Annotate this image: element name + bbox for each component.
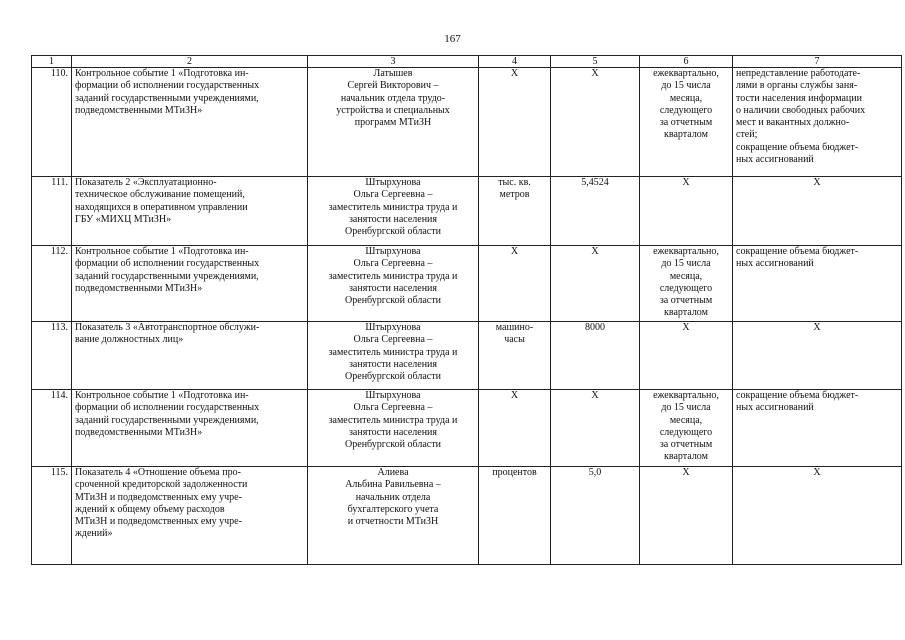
table-row xyxy=(32,68,902,177)
row-number: 115. xyxy=(32,467,72,565)
responsible-person: Латышев Сергей Викторович – начальник отдела трудо- устройства и специальных программ МТиЗН xyxy=(308,68,479,177)
row-number: 114. xyxy=(32,390,72,467)
event-name: Контрольное событие 1 «Подготовка ин- формации об исполнении государственных заданий государственными учреждениями, подведомственными МТиЗН» xyxy=(72,68,308,177)
indicator-name: Показатель 4 «Отношение объема про- сроченной кредиторской задолженности МТиЗН и подведомственных ему учре- ждений к общему объему расходов МТиЗН и подведомственных ему учре- ждений» xyxy=(72,467,308,565)
responsible-person: Штырхунова Ольга Сергеевна – заместитель министра труда и занятости населения Оренбургской области xyxy=(308,246,479,322)
responsible-person: Штырхунова Ольга Сергеевна – заместитель министра труда и занятости населения Оренбургской области xyxy=(308,177,479,246)
deadline: X xyxy=(640,322,733,390)
unit-of-measure: X xyxy=(479,390,551,467)
risks: X xyxy=(733,177,902,246)
column-header-7: 7 xyxy=(733,56,902,68)
risks: X xyxy=(733,322,902,390)
risks: сокращение объема бюджет- ных ассигнований xyxy=(733,246,902,322)
column-header-5: 5 xyxy=(551,56,640,68)
responsible-person: Штырхунова Ольга Сергеевна – заместитель министра труда и занятости населения Оренбургской области xyxy=(308,322,479,390)
deadline: X xyxy=(640,467,733,565)
deadline: ежеквартально, до 15 числа месяца, следующего за отчетным кварталом xyxy=(640,68,733,177)
event-name: Контрольное событие 1 «Подготовка ин- формации об исполнении государственных заданий государственными учреждениями, подведомственными МТиЗН» xyxy=(72,390,308,467)
table-row xyxy=(32,177,902,246)
unit-of-measure: X xyxy=(479,68,551,177)
page-number: 167 xyxy=(444,33,461,45)
column-header-6: 6 xyxy=(640,56,733,68)
target-value: X xyxy=(551,246,640,322)
target-value: X xyxy=(551,68,640,177)
unit-of-measure: тыс. кв. метров xyxy=(479,177,551,246)
table-row xyxy=(32,322,902,390)
unit-of-measure: процентов xyxy=(479,467,551,565)
target-value: 5,0 xyxy=(551,467,640,565)
unit-of-measure: X xyxy=(479,246,551,322)
column-header-2: 2 xyxy=(72,56,308,68)
indicator-name: Показатель 3 «Автотранспортное обслужи- вание должностных лиц» xyxy=(72,322,308,390)
column-header-1: 1 xyxy=(32,56,72,68)
table-row xyxy=(32,467,902,565)
table-row xyxy=(32,390,902,467)
row-number: 111. xyxy=(32,177,72,246)
target-value: 5,4524 xyxy=(551,177,640,246)
responsible-person: Штырхунова Ольга Сергеевна – заместитель министра труда и занятости населения Оренбургской области xyxy=(308,390,479,467)
indicator-name: Показатель 2 «Эксплуатационно- техническое обслуживание помещений, находящихся в оперативном управлении ГБУ «МИХЦ МТиЗН» xyxy=(72,177,308,246)
deadline: X xyxy=(640,177,733,246)
deadline: ежеквартально, до 15 числа месяца, следующего за отчетным кварталом xyxy=(640,246,733,322)
target-value: 8000 xyxy=(551,322,640,390)
unit-of-measure: машино- часы xyxy=(479,322,551,390)
target-value: X xyxy=(551,390,640,467)
column-header-4: 4 xyxy=(479,56,551,68)
header-row xyxy=(32,56,902,68)
risks: непредставление работодате- лями в органы службы заня- тости населения информации о наличии свободных рабочих мест и вакантных должно- стей; сокращение объема бюджет- ных ассигнований xyxy=(733,68,902,177)
row-number: 110. xyxy=(32,68,72,177)
event-name: Контрольное событие 1 «Подготовка ин- формации об исполнении государственных заданий государственными учреждениями, подведомственными МТиЗН» xyxy=(72,246,308,322)
deadline: ежеквартально, до 15 числа месяца, следующего за отчетным кварталом xyxy=(640,390,733,467)
row-number: 113. xyxy=(32,322,72,390)
risks: сокращение объема бюджет- ных ассигнований xyxy=(733,390,902,467)
column-header-3: 3 xyxy=(308,56,479,68)
table-row xyxy=(32,246,902,322)
responsible-person: Алиева Альбина Равильевна – начальник отдела бухгалтерского учета и отчетности МТиЗН xyxy=(308,467,479,565)
program-indicators-table xyxy=(31,55,902,565)
row-number: 112. xyxy=(32,246,72,322)
risks: X xyxy=(733,467,902,565)
